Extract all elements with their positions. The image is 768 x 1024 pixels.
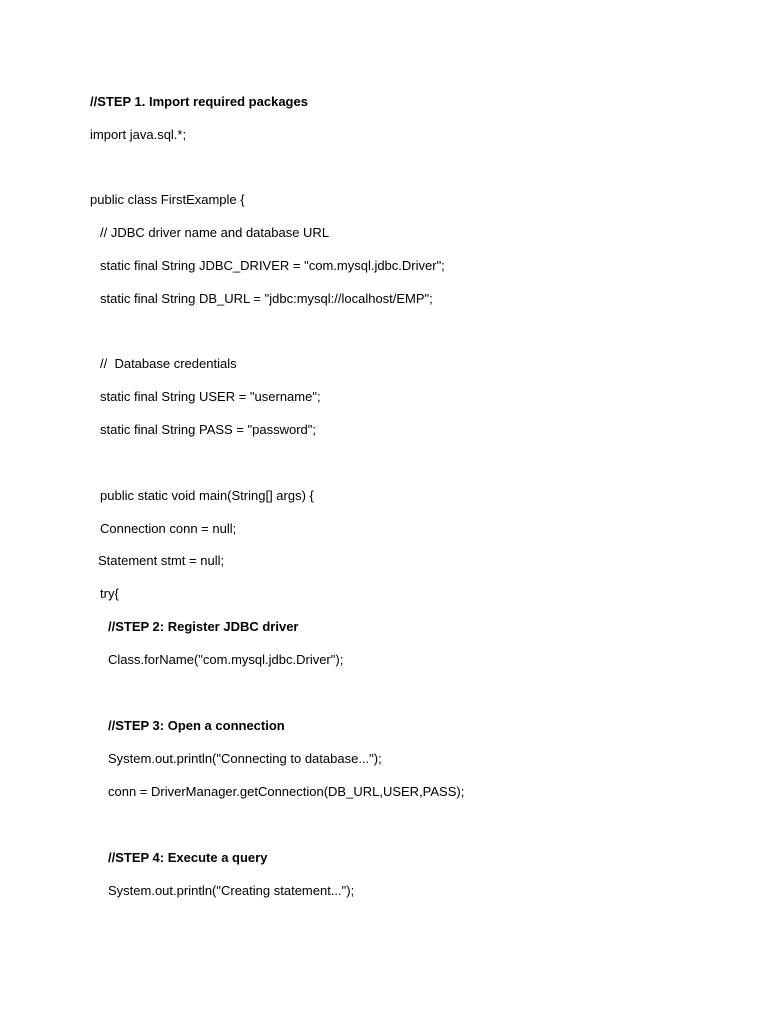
step2-comment: //STEP 2: Register JDBC driver <box>108 619 299 634</box>
println-creating: System.out.println("Creating statement..."); <box>108 883 355 898</box>
driver-comment: // JDBC driver name and database URL <box>100 225 330 240</box>
db-url-constant: static final String DB_URL = "jdbc:mysql://localhost/EMP"; <box>100 291 433 306</box>
user-constant: static final String USER = "username"; <box>100 389 321 404</box>
step3-comment: //STEP 3: Open a connection <box>108 718 285 733</box>
credentials-comment: // Database credentials <box>100 356 237 371</box>
step4-comment: //STEP 4: Execute a query <box>108 850 268 865</box>
class-forname-call: Class.forName("com.mysql.jdbc.Driver"); <box>108 652 344 667</box>
main-method-declaration: public static void main(String[] args) { <box>100 488 314 503</box>
import-statement: import java.sql.*; <box>90 127 187 142</box>
println-connecting: System.out.println("Connecting to database..."); <box>108 751 382 766</box>
jdbc-driver-constant: static final String JDBC_DRIVER = "com.mysql.jdbc.Driver"; <box>100 258 445 273</box>
try-block: try{ <box>100 586 119 601</box>
get-connection-call: conn = DriverManager.getConnection(DB_URL,USER,PASS); <box>108 784 465 799</box>
pass-constant: static final String PASS = "password"; <box>100 422 316 437</box>
connection-declaration: Connection conn = null; <box>100 521 237 536</box>
statement-declaration: Statement stmt = null; <box>98 553 225 568</box>
step1-comment: //STEP 1. Import required packages <box>90 94 308 109</box>
class-declaration: public class FirstExample { <box>90 192 245 207</box>
